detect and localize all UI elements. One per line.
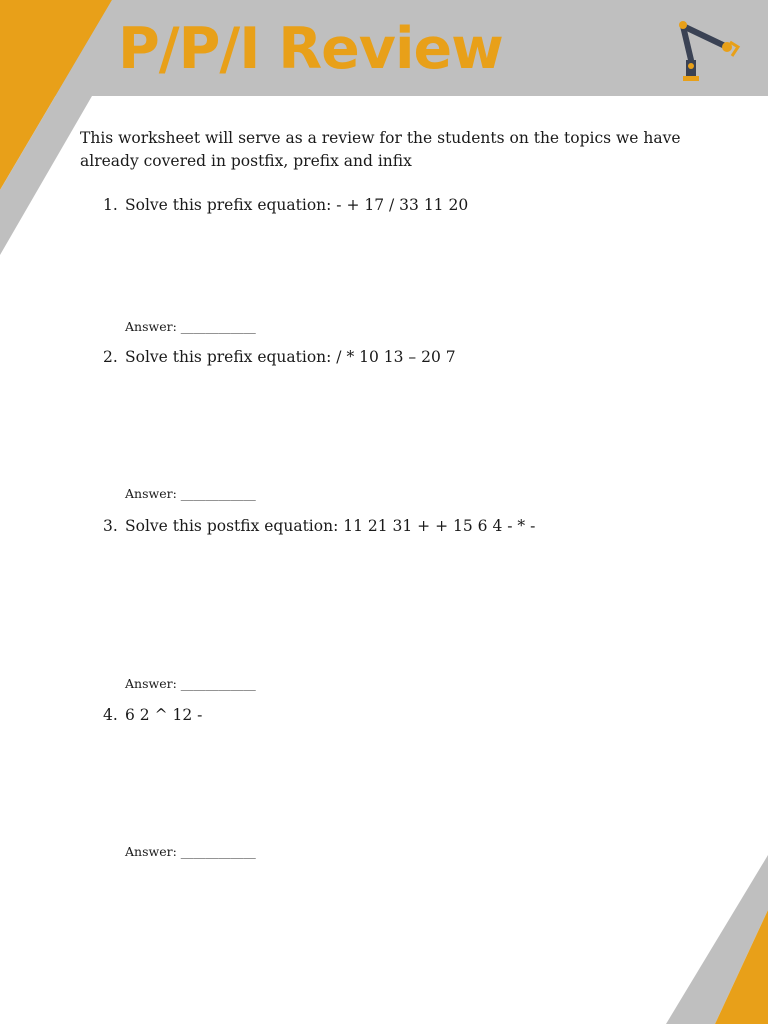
answer-line-1: Answer: ____________ — [125, 319, 256, 334]
question-4 — [103, 705, 202, 725]
intro-text: This worksheet will serve as a review for the students on the topics we have already covered in postfix, prefix and infix — [80, 129, 681, 170]
page-title: P/P/I Review — [118, 16, 503, 82]
question-number: 1. — [103, 196, 118, 214]
question-text: 6 2 ^ 12 - — [125, 706, 203, 724]
question-2 — [103, 347, 456, 367]
question-3 — [103, 516, 535, 536]
question-text: Solve this postfix equation: 11 21 31 + + 15 6 4 - * - — [125, 517, 536, 535]
question-number: 2. — [103, 348, 118, 366]
answer-line-2: Answer: ____________ — [125, 486, 256, 501]
question-number: 3. — [103, 517, 118, 535]
answer-line-4: Answer: ____________ — [125, 844, 256, 859]
question-text: Solve this prefix equation: - + 17 / 33 11 20 — [125, 196, 469, 214]
question-1 — [103, 195, 468, 215]
answer-line-3: Answer: ____________ — [125, 676, 256, 691]
question-number: 4. — [103, 706, 118, 724]
question-text: Solve this prefix equation: / * 10 13 – 20 7 — [125, 348, 456, 366]
robot-arm-icon — [672, 14, 744, 84]
